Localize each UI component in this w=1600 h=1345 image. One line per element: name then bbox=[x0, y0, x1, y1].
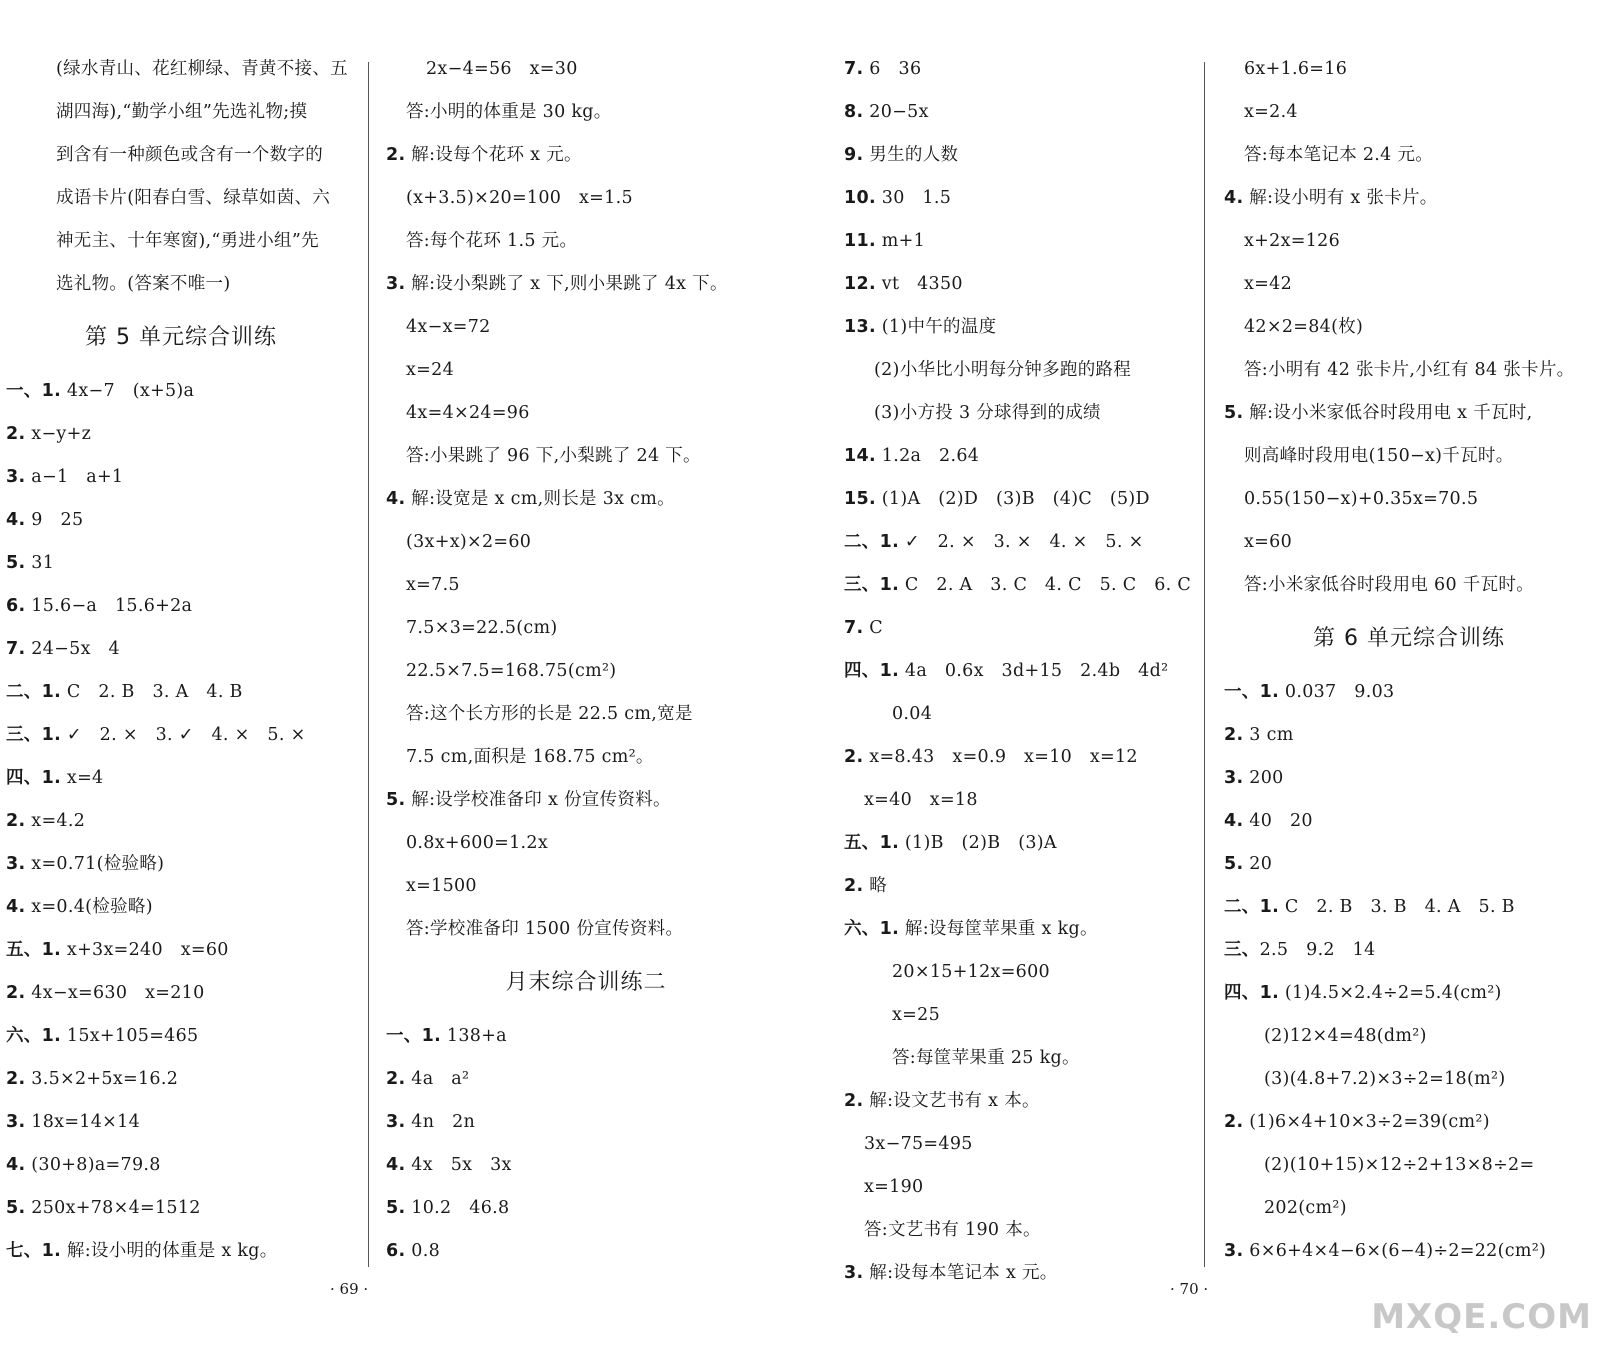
item-number: 3. bbox=[6, 1112, 26, 1132]
answer-text: (2)12×4=48(dm²) bbox=[1264, 1026, 1427, 1046]
item-number: 三、1. bbox=[6, 725, 62, 745]
answer-line bbox=[6, 499, 356, 542]
answer-text: 男生的人数 bbox=[863, 145, 959, 165]
answer-text: (1)4.5×2.4÷2=5.4(cm²) bbox=[1279, 983, 1502, 1003]
item-number: 三、 bbox=[1224, 940, 1260, 960]
answer-text: 6x+1.6=16 bbox=[1244, 59, 1348, 79]
answer-text: 解:设小梨跳了 x 下,则小果跳了 4x 下。 bbox=[405, 274, 728, 294]
column-4 bbox=[1224, 48, 1594, 1273]
answer-line bbox=[386, 865, 786, 908]
watermark-logo: MXQE.COM bbox=[1371, 1297, 1592, 1337]
item-number: 一、1. bbox=[1224, 682, 1280, 702]
item-number: 3. bbox=[6, 854, 26, 874]
answer-line bbox=[844, 951, 1184, 994]
answer-line bbox=[844, 521, 1184, 564]
answer-line bbox=[844, 91, 1184, 134]
answer-text: 250x+78×4=1512 bbox=[25, 1198, 201, 1218]
answer-line bbox=[844, 693, 1184, 736]
section-heading bbox=[386, 951, 786, 1015]
answer-line bbox=[386, 177, 786, 220]
item-number: 六、1. bbox=[6, 1026, 62, 1046]
answer-text: 答:小明的体重是 30 kg。 bbox=[406, 102, 612, 122]
answer-text: 40 20 bbox=[1243, 811, 1313, 831]
item-number: 14. bbox=[844, 446, 876, 466]
answer-text: 20×15+12x=600 bbox=[892, 962, 1050, 982]
item-number: 六、1. bbox=[844, 919, 900, 939]
item-number: 2. bbox=[844, 876, 864, 896]
answer-line bbox=[386, 521, 786, 564]
answer-text: 4x 5x 3x bbox=[405, 1155, 512, 1175]
answer-line bbox=[386, 392, 786, 435]
item-number: 5. bbox=[386, 790, 406, 810]
item-number: 7. bbox=[844, 618, 864, 638]
answer-text: a−1 a+1 bbox=[25, 467, 124, 487]
answer-line bbox=[1224, 800, 1594, 843]
answer-text: C 2. B 3. B 4. A 5. B bbox=[1279, 897, 1515, 917]
item-number: 3. bbox=[1224, 768, 1244, 788]
answer-line bbox=[1224, 220, 1594, 263]
item-number: 三、1. bbox=[844, 575, 900, 595]
answer-text: (3x+x)×2=60 bbox=[406, 532, 532, 552]
answer-text: 解:设小米家低谷时段用电 x 千瓦时, bbox=[1243, 403, 1533, 423]
answer-text: 31 bbox=[25, 553, 55, 573]
item-number: 2. bbox=[844, 747, 864, 767]
answer-text: x=24 bbox=[406, 360, 455, 380]
column-2 bbox=[386, 48, 786, 1273]
answer-text: 解:设学校准备印 x 份宣传资料。 bbox=[405, 790, 671, 810]
answer-text: 6×6+4×4−6×(6−4)÷2=22(cm²) bbox=[1243, 1241, 1547, 1261]
answer-text: 答:小明有 42 张卡片,小红有 84 张卡片。 bbox=[1244, 360, 1575, 380]
answer-text: 20−5x bbox=[863, 102, 929, 122]
answer-text: 4x−7 (x+5)a bbox=[61, 381, 195, 401]
answer-line bbox=[386, 1187, 786, 1230]
answer-line bbox=[6, 1230, 356, 1273]
answer-text: 2.5 9.2 14 bbox=[1259, 940, 1376, 960]
item-number: 5. bbox=[6, 553, 26, 573]
answer-line bbox=[6, 714, 356, 757]
answer-line bbox=[6, 177, 356, 220]
answer-line bbox=[1224, 48, 1594, 91]
answer-line bbox=[1224, 392, 1594, 435]
item-number: 2. bbox=[6, 424, 26, 444]
answer-text: 138+a bbox=[441, 1026, 507, 1046]
answer-text: 答:学校准备印 1500 份宣传资料。 bbox=[406, 919, 684, 939]
answer-text: x=0.4(检验略) bbox=[25, 897, 153, 917]
answer-text: 3 cm bbox=[1243, 725, 1294, 745]
item-number: 4. bbox=[386, 489, 406, 509]
item-number: 四、1. bbox=[844, 661, 900, 681]
item-number: 七、1. bbox=[6, 1241, 62, 1261]
item-number: 3. bbox=[386, 274, 406, 294]
answer-text: (2)(10+15)×12÷2+13×8÷2= bbox=[1264, 1155, 1535, 1175]
page-number-left: · 69 · bbox=[330, 1280, 369, 1298]
answer-line bbox=[1224, 886, 1594, 929]
answer-text: 2x−4=56 x=30 bbox=[426, 59, 578, 79]
answer-text: x+3x=240 x=60 bbox=[61, 940, 229, 960]
answer-line bbox=[844, 1123, 1184, 1166]
answer-line bbox=[844, 1166, 1184, 1209]
answer-line bbox=[844, 1037, 1184, 1080]
answer-text: x+2x=126 bbox=[1244, 231, 1341, 251]
section-heading bbox=[6, 306, 356, 370]
answer-line bbox=[6, 370, 356, 413]
answer-line bbox=[844, 392, 1184, 435]
answer-line bbox=[844, 736, 1184, 779]
answer-text: (2)小华比小明每分钟多跑的路程 bbox=[874, 360, 1132, 380]
column-1 bbox=[6, 48, 356, 1273]
answer-text: 解:设每筐苹果重 x kg。 bbox=[899, 919, 1098, 939]
answer-text: 神无主、十年寒窗),“勇进小组”先 bbox=[56, 231, 319, 251]
answer-text: x−y+z bbox=[25, 424, 92, 444]
answer-text: (绿水青山、花红柳绿、青黄不接、五 bbox=[56, 59, 348, 79]
answer-line bbox=[844, 349, 1184, 392]
answer-text: 200 bbox=[1243, 768, 1284, 788]
answer-text: (1)中午的温度 bbox=[875, 317, 997, 337]
answer-line bbox=[844, 177, 1184, 220]
answer-line bbox=[1224, 1187, 1594, 1230]
answer-text: 42×2=84(枚) bbox=[1244, 317, 1364, 337]
answer-line bbox=[386, 263, 786, 306]
answer-line bbox=[6, 1101, 356, 1144]
answer-line bbox=[844, 1080, 1184, 1123]
answer-text: (1)A (2)D (3)B (4)C (5)D bbox=[875, 489, 1150, 509]
answer-text: 15.6−a 15.6+2a bbox=[25, 596, 193, 616]
answer-line bbox=[6, 929, 356, 972]
column-divider bbox=[368, 62, 369, 1267]
answer-line bbox=[386, 435, 786, 478]
answer-line bbox=[386, 693, 786, 736]
answer-text: 4x−x=72 bbox=[406, 317, 491, 337]
answer-line bbox=[1224, 177, 1594, 220]
answer-text: 0.55(150−x)+0.35x=70.5 bbox=[1244, 489, 1479, 509]
answer-line bbox=[6, 542, 356, 585]
answer-line bbox=[386, 1058, 786, 1101]
answer-line bbox=[1224, 521, 1594, 564]
answer-line bbox=[6, 972, 356, 1015]
answer-text: 0.8 bbox=[405, 1241, 441, 1261]
answer-text: x=2.4 bbox=[1244, 102, 1298, 122]
item-number: 9. bbox=[844, 145, 864, 165]
answer-text: 24−5x 4 bbox=[25, 639, 120, 659]
answer-text: ✓ 2. × 3. ✓ 4. × 5. × bbox=[61, 725, 306, 745]
answer-line bbox=[6, 413, 356, 456]
answer-line bbox=[1224, 91, 1594, 134]
answer-text: 答:小米家低谷时段用电 60 千瓦时。 bbox=[1244, 575, 1534, 595]
answer-line bbox=[844, 822, 1184, 865]
answer-text: 答:每筐苹果重 25 kg。 bbox=[892, 1048, 1080, 1068]
answer-text: C 2. A 3. C 4. C 5. C 6. C bbox=[899, 575, 1192, 595]
item-number: 二、1. bbox=[1224, 897, 1280, 917]
answer-text: 解:设每个花环 x 元。 bbox=[405, 145, 582, 165]
answer-text: 略 bbox=[863, 876, 888, 896]
section-heading bbox=[1224, 607, 1594, 671]
answer-line bbox=[386, 1144, 786, 1187]
item-number: 8. bbox=[844, 102, 864, 122]
answer-line bbox=[1224, 306, 1594, 349]
answer-text: 20 bbox=[1243, 854, 1273, 874]
answer-line bbox=[386, 478, 786, 521]
answer-text: (3)小方投 3 分球得到的成绩 bbox=[874, 403, 1101, 423]
answer-text: ✓ 2. × 3. × 4. × 5. × bbox=[899, 532, 1144, 552]
answer-line bbox=[386, 607, 786, 650]
heading-text: 月末综合训练二 bbox=[505, 970, 667, 995]
item-number: 5. bbox=[1224, 403, 1244, 423]
answer-line bbox=[844, 908, 1184, 951]
answer-line bbox=[386, 306, 786, 349]
item-number: 一、1. bbox=[6, 381, 62, 401]
item-number: 四、1. bbox=[1224, 983, 1280, 1003]
item-number: 11. bbox=[844, 231, 876, 251]
answer-line bbox=[6, 134, 356, 177]
answer-text: 10.2 46.8 bbox=[405, 1198, 510, 1218]
item-number: 二、1. bbox=[844, 532, 900, 552]
answer-text: 解:设小明有 x 张卡片。 bbox=[1243, 188, 1438, 208]
answer-text: x=40 x=18 bbox=[864, 790, 978, 810]
answer-line bbox=[6, 843, 356, 886]
answer-line bbox=[386, 349, 786, 392]
answer-line bbox=[386, 134, 786, 177]
answer-text: 3x−75=495 bbox=[864, 1134, 973, 1154]
answer-line bbox=[844, 865, 1184, 908]
answer-line bbox=[6, 220, 356, 263]
item-number: 2. bbox=[844, 1091, 864, 1111]
answer-text: C bbox=[863, 618, 883, 638]
answer-text: x=4.2 bbox=[25, 811, 86, 831]
answer-line bbox=[844, 1209, 1184, 1252]
answer-line bbox=[386, 1015, 786, 1058]
answer-text: m+1 bbox=[875, 231, 926, 251]
answer-line bbox=[6, 800, 356, 843]
answer-text: 答:这个长方形的长是 22.5 cm,宽是 bbox=[406, 704, 693, 724]
item-number: 5. bbox=[1224, 854, 1244, 874]
answer-text: 202(cm²) bbox=[1264, 1198, 1347, 1218]
item-number: 五、1. bbox=[6, 940, 62, 960]
item-number: 6. bbox=[386, 1241, 406, 1261]
answer-text: 0.8x+600=1.2x bbox=[406, 833, 549, 853]
answer-line bbox=[844, 220, 1184, 263]
answer-line bbox=[6, 263, 356, 306]
answer-text: 答:每个花环 1.5 元。 bbox=[406, 231, 578, 251]
answer-line bbox=[1224, 929, 1594, 972]
answer-text: x=7.5 bbox=[406, 575, 460, 595]
answer-text: 解:设小明的体重是 x kg。 bbox=[61, 1241, 278, 1261]
answer-line bbox=[386, 1230, 786, 1273]
column-divider bbox=[1204, 62, 1205, 1267]
answer-text: x=1500 bbox=[406, 876, 477, 896]
answer-text: 7.5×3=22.5(cm) bbox=[406, 618, 558, 638]
item-number: 五、1. bbox=[844, 833, 900, 853]
answer-line bbox=[6, 1058, 356, 1101]
answer-line bbox=[844, 48, 1184, 91]
answer-line bbox=[386, 220, 786, 263]
answer-line bbox=[1224, 671, 1594, 714]
column-3 bbox=[844, 48, 1192, 1295]
answer-text: 6 36 bbox=[863, 59, 922, 79]
answer-text: 成语卡片(阳春白雪、绿草如茵、六 bbox=[56, 188, 331, 208]
answer-text: 3.5×2+5x=16.2 bbox=[25, 1069, 179, 1089]
answer-text: 湖四海),“勤学小组”先选礼物;摸 bbox=[56, 102, 308, 122]
answer-text: 解:设每本笔记本 x 元。 bbox=[863, 1263, 1058, 1283]
answer-line bbox=[6, 91, 356, 134]
item-number: 12. bbox=[844, 274, 876, 294]
item-number: 一、1. bbox=[386, 1026, 442, 1046]
answer-text: x=8.43 x=0.9 x=10 x=12 bbox=[863, 747, 1138, 767]
item-number: 3. bbox=[6, 467, 26, 487]
item-number: 4. bbox=[1224, 811, 1244, 831]
answer-text: (1)B (2)B (3)A bbox=[899, 833, 1057, 853]
answer-text: 15x+105=465 bbox=[61, 1026, 199, 1046]
answer-line bbox=[844, 1252, 1184, 1295]
answer-line bbox=[844, 564, 1192, 607]
answer-line bbox=[844, 779, 1184, 822]
answer-line bbox=[6, 757, 356, 800]
answer-line bbox=[1224, 843, 1594, 886]
item-number: 2. bbox=[6, 983, 26, 1003]
answer-text: 9 25 bbox=[25, 510, 84, 530]
answer-text: (30+8)a=79.8 bbox=[25, 1155, 161, 1175]
item-number: 4. bbox=[386, 1155, 406, 1175]
answer-line bbox=[6, 1015, 356, 1058]
item-number: 5. bbox=[6, 1198, 26, 1218]
answer-line bbox=[386, 91, 786, 134]
item-number: 2. bbox=[1224, 1112, 1244, 1132]
answer-line bbox=[844, 306, 1184, 349]
item-number: 4. bbox=[6, 510, 26, 530]
answer-text: C 2. B 3. A 4. B bbox=[61, 682, 243, 702]
answer-line bbox=[844, 994, 1184, 1037]
answer-line bbox=[844, 478, 1184, 521]
answer-text: 解:设宽是 x cm,则长是 3x cm。 bbox=[405, 489, 675, 509]
answer-text: 0.04 bbox=[892, 704, 933, 724]
answer-text: 答:文艺书有 190 本。 bbox=[864, 1220, 1041, 1240]
answer-line bbox=[1224, 349, 1594, 392]
item-number: 3. bbox=[844, 1263, 864, 1283]
answer-line bbox=[6, 48, 356, 91]
item-number: 四、1. bbox=[6, 768, 62, 788]
answer-line bbox=[386, 1101, 786, 1144]
answer-line bbox=[844, 650, 1184, 693]
answer-text: 30 1.5 bbox=[875, 188, 952, 208]
answer-text: 答:小果跳了 96 下,小梨跳了 24 下。 bbox=[406, 446, 701, 466]
answer-text: x=60 bbox=[1244, 532, 1293, 552]
answer-line bbox=[844, 607, 1184, 650]
answer-text: 4n 2n bbox=[405, 1112, 476, 1132]
answer-text: (3)(4.8+7.2)×3÷2=18(m²) bbox=[1264, 1069, 1506, 1089]
item-number: 2. bbox=[1224, 725, 1244, 745]
item-number: 7. bbox=[844, 59, 864, 79]
item-number: 13. bbox=[844, 317, 876, 337]
item-number: 6. bbox=[6, 596, 26, 616]
answer-line bbox=[1224, 972, 1594, 1015]
answer-line bbox=[1224, 1144, 1594, 1187]
answer-text: 18x=14×14 bbox=[25, 1112, 140, 1132]
answer-line bbox=[386, 650, 786, 693]
answer-line bbox=[844, 263, 1184, 306]
item-number: 2. bbox=[386, 145, 406, 165]
item-number: 4. bbox=[1224, 188, 1244, 208]
item-number: 7. bbox=[6, 639, 26, 659]
item-number: 2. bbox=[6, 811, 26, 831]
answer-line bbox=[1224, 564, 1594, 607]
item-number: 2. bbox=[6, 1069, 26, 1089]
answer-text: vt 4350 bbox=[875, 274, 963, 294]
item-number: 5. bbox=[386, 1198, 406, 1218]
page-number-right: · 70 · bbox=[1170, 1280, 1209, 1298]
answer-line bbox=[844, 134, 1184, 177]
item-number: 4. bbox=[6, 1155, 26, 1175]
answer-text: 选礼物。(答案不唯一) bbox=[56, 274, 231, 294]
answer-text: 答:每本笔记本 2.4 元。 bbox=[1244, 145, 1434, 165]
heading-text: 第 6 单元综合训练 bbox=[1313, 626, 1505, 651]
answer-line bbox=[6, 671, 356, 714]
item-number: 4. bbox=[6, 897, 26, 917]
answer-text: (x+3.5)×20=100 x=1.5 bbox=[406, 188, 633, 208]
answer-text: x=25 bbox=[892, 1005, 941, 1025]
answer-line bbox=[6, 1187, 356, 1230]
answer-text: 4a a² bbox=[405, 1069, 470, 1089]
answer-text: 4a 0.6x 3d+15 2.4b 4d² bbox=[899, 661, 1169, 681]
answer-text: x=190 bbox=[864, 1177, 924, 1197]
answer-text: x=42 bbox=[1244, 274, 1293, 294]
answer-text: 0.037 9.03 bbox=[1279, 682, 1395, 702]
answer-text: 解:设文艺书有 x 本。 bbox=[863, 1091, 1040, 1111]
answer-line bbox=[1224, 1101, 1594, 1144]
answer-line bbox=[1224, 435, 1594, 478]
answer-line bbox=[6, 886, 356, 929]
answer-line bbox=[6, 628, 356, 671]
heading-text: 第 5 单元综合训练 bbox=[85, 325, 277, 350]
answer-line bbox=[6, 585, 356, 628]
answer-text: 22.5×7.5=168.75(cm²) bbox=[406, 661, 617, 681]
answer-line bbox=[386, 908, 786, 951]
answer-line bbox=[386, 779, 786, 822]
answer-line bbox=[1224, 478, 1594, 521]
answer-text: 到含有一种颜色或含有一个数字的 bbox=[56, 145, 323, 165]
answer-text: (1)6×4+10×3÷2=39(cm²) bbox=[1243, 1112, 1490, 1132]
answer-line bbox=[386, 48, 786, 91]
item-number: 3. bbox=[1224, 1241, 1244, 1261]
answer-text: 1.2a 2.64 bbox=[875, 446, 980, 466]
answer-line bbox=[1224, 134, 1594, 177]
answer-line bbox=[1224, 714, 1594, 757]
answer-line bbox=[1224, 1015, 1594, 1058]
answer-text: 7.5 cm,面积是 168.75 cm²。 bbox=[406, 747, 654, 767]
item-number: 15. bbox=[844, 489, 876, 509]
item-number: 10. bbox=[844, 188, 876, 208]
answer-text: x=4 bbox=[61, 768, 104, 788]
answer-line bbox=[386, 736, 786, 779]
answer-text: x=0.71(检验略) bbox=[25, 854, 165, 874]
answer-line bbox=[386, 564, 786, 607]
answer-line bbox=[6, 1144, 356, 1187]
answer-text: 则高峰时段用电(150−x)千瓦时。 bbox=[1244, 446, 1514, 466]
answer-line bbox=[6, 456, 356, 499]
answer-line bbox=[386, 822, 786, 865]
answer-line bbox=[844, 435, 1184, 478]
answer-line bbox=[1224, 1230, 1594, 1273]
answer-text: 4x=4×24=96 bbox=[406, 403, 530, 423]
answer-line bbox=[1224, 1058, 1594, 1101]
item-number: 3. bbox=[386, 1112, 406, 1132]
item-number: 二、1. bbox=[6, 682, 62, 702]
item-number: 2. bbox=[386, 1069, 406, 1089]
answer-line bbox=[1224, 757, 1594, 800]
answer-line bbox=[1224, 263, 1594, 306]
answer-text: 4x−x=630 x=210 bbox=[25, 983, 205, 1003]
